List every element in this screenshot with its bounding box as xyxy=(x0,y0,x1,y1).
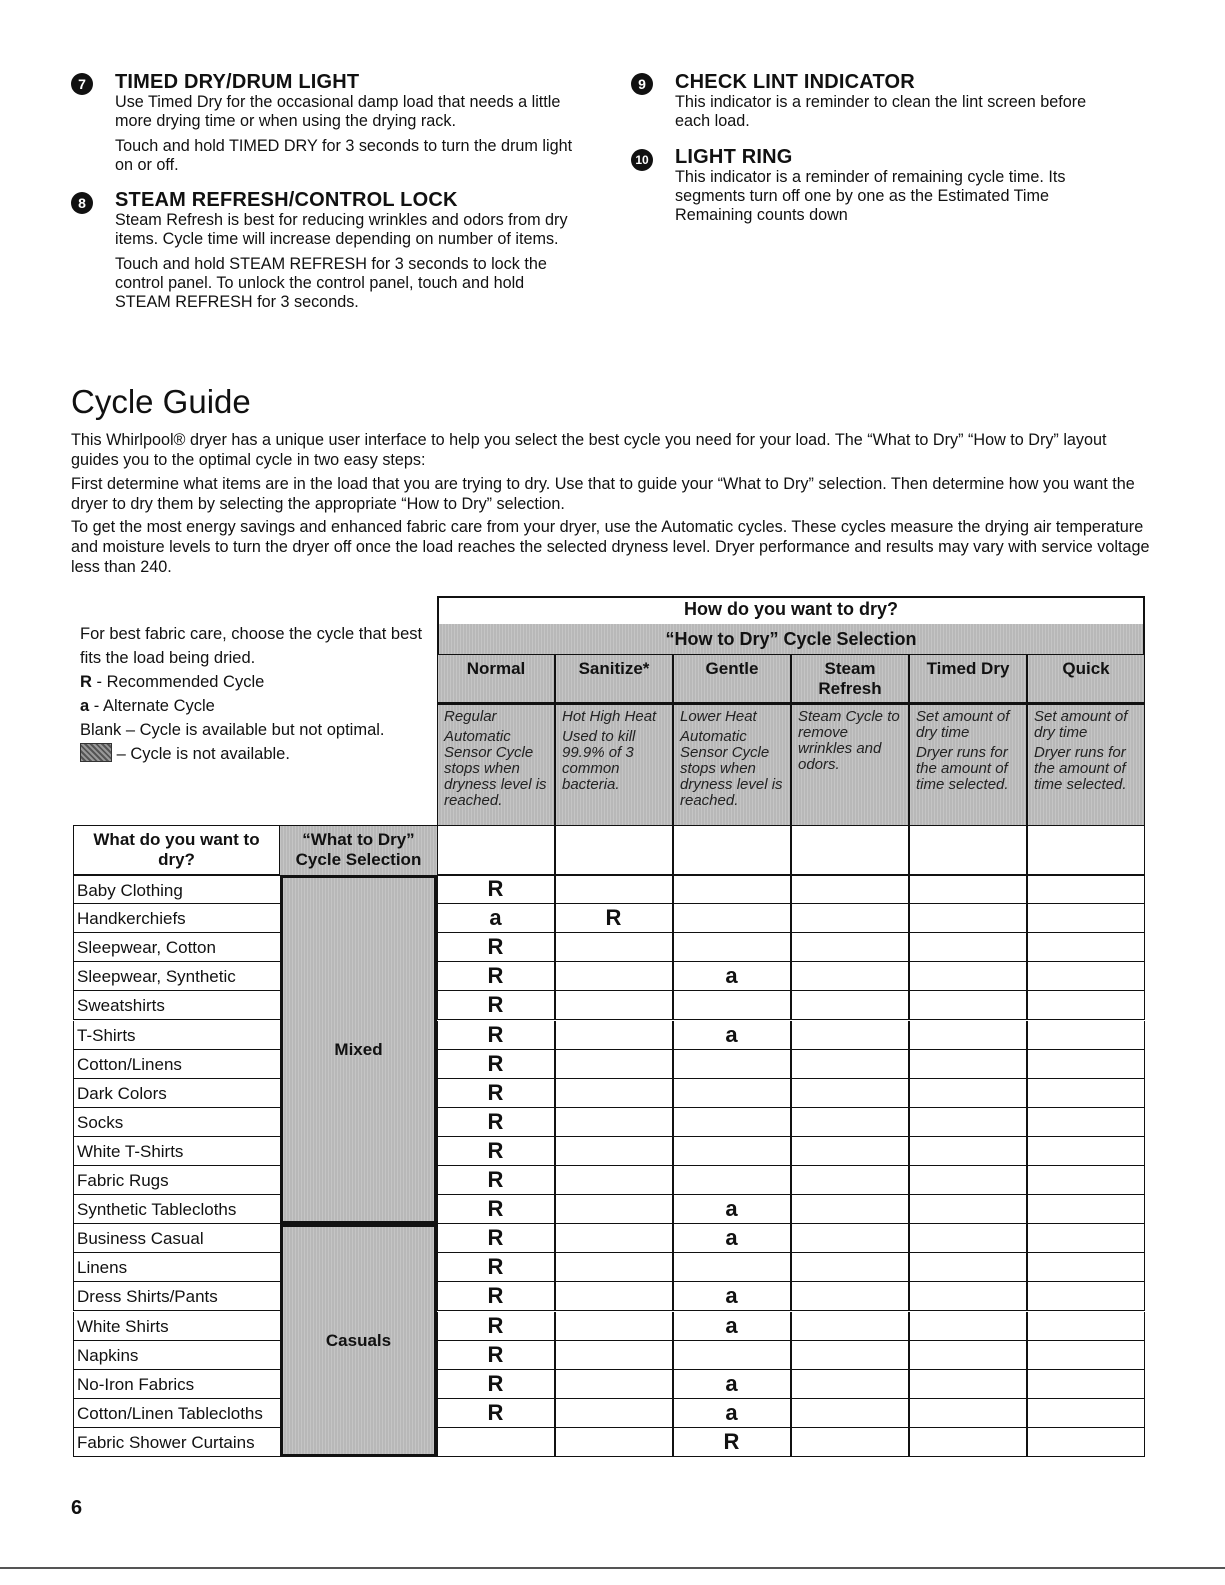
row-item-label: T-Shirts xyxy=(73,1021,280,1050)
feature-paragraph: Use Timed Dry for the occasional damp load that needs a little more drying time or when using the drying rack. xyxy=(115,93,561,130)
cycle-mark: R xyxy=(487,1167,504,1192)
cycle-mark xyxy=(1027,990,1144,1019)
cycle-mark xyxy=(673,903,790,932)
group-mixed xyxy=(280,875,437,1224)
cycle-mark: R xyxy=(487,1341,504,1367)
cycle-mark xyxy=(555,1398,672,1427)
cycle-mark xyxy=(555,1311,672,1340)
how-to-dry-subtitle: “How to Dry” Cycle Selection xyxy=(439,624,1143,654)
cycle-mark: R xyxy=(487,876,504,901)
cycle-mark xyxy=(791,1398,908,1427)
cycle-mark: R xyxy=(487,1399,504,1425)
row-item-label: White T-Shirts xyxy=(73,1137,280,1166)
cycle-mark: R xyxy=(487,1312,504,1338)
cycle-mark xyxy=(909,1049,1026,1078)
column-description xyxy=(673,703,791,825)
cycle-mark xyxy=(791,1078,908,1107)
cycle-mark xyxy=(791,1340,908,1369)
cycle-mark xyxy=(1027,1078,1144,1107)
cycle-mark: R xyxy=(487,934,504,960)
column-description-line: Used to kill 99.9% of 3 common bacteria. xyxy=(562,728,636,793)
cycle-mark xyxy=(791,1281,908,1310)
cycle-mark: R xyxy=(723,1428,740,1454)
cycle-mark xyxy=(909,1427,1026,1456)
column-description xyxy=(909,703,1027,825)
cycle-mark xyxy=(1027,1398,1144,1427)
legend-alternate xyxy=(80,694,425,718)
feature-paragraph: This indicator is a reminder of remaining cycle time. Its segments turn off one by one as the Estimated Time Remaining counts down xyxy=(675,168,1066,224)
intro-paragraph: First determine what items are in the load that you are trying to dry. Use that to guide your “What to Dry” selection. Then determine how you want the dryer to dry them by selecting the appropriate “How to Dry” selection. xyxy=(71,475,1135,513)
cycle-mark xyxy=(673,1107,790,1136)
cycle-mark xyxy=(909,1252,1026,1281)
cycle-mark: R xyxy=(605,905,622,931)
cycle-mark xyxy=(555,1427,672,1456)
row-item-label: Cotton/Linens xyxy=(73,1050,280,1079)
cycle-mark xyxy=(791,1020,908,1049)
cycle-mark xyxy=(673,1252,790,1281)
feature-title: TIMED DRY/DRUM LIGHT xyxy=(115,71,360,93)
column-description-line: Lower Heat xyxy=(680,708,757,725)
column-description-line: Dryer runs for the amount of time selected. xyxy=(916,744,1009,793)
row-item-label: Socks xyxy=(73,1108,280,1137)
cycle-mark xyxy=(1027,1281,1144,1310)
cycle-mark xyxy=(909,1107,1026,1136)
cycle-mark: a xyxy=(725,1196,738,1222)
row-item-label: Fabric Rugs xyxy=(73,1166,280,1195)
cycle-mark xyxy=(791,1165,908,1194)
column-description-line: Hot High Heat xyxy=(562,708,657,725)
column-description-line: Automatic Sensor Cycle stops when dryness level is reached. xyxy=(444,728,547,809)
cycle-mark xyxy=(555,1165,672,1194)
cycle-mark xyxy=(791,1194,908,1223)
cycle-mark xyxy=(1027,1136,1144,1165)
cycle-mark xyxy=(909,1369,1026,1398)
cycle-mark: R xyxy=(487,1196,504,1222)
cycle-mark xyxy=(791,1049,908,1078)
cycle-mark xyxy=(673,990,790,1019)
cycle-mark xyxy=(791,1311,908,1340)
group-casuals xyxy=(280,1224,437,1457)
header-grid-cell xyxy=(555,825,673,875)
cycle-mark xyxy=(909,874,1026,903)
feature-description xyxy=(675,93,1125,137)
cycle-mark: a xyxy=(725,963,738,989)
feature-paragraph: This indicator is a reminder to clean the lint screen before each load. xyxy=(675,93,1087,130)
feature-description xyxy=(115,93,575,181)
feature-title: CHECK LINT INDICATOR xyxy=(675,71,915,93)
feature-paragraph: Touch and hold STEAM REFRESH for 3 seconds to lock the control panel. To unlock the control panel, touch and hold STEAM REFRESH for 3 seconds. xyxy=(115,255,547,311)
section-title: Cycle Guide xyxy=(71,383,251,420)
column-header-sanitize: Sanitize* xyxy=(555,654,673,703)
row-item-label: White Shirts xyxy=(73,1312,280,1341)
legend xyxy=(80,622,425,766)
column-description-line: Dryer runs for the amount of time selected. xyxy=(1034,744,1127,793)
cycle-mark xyxy=(909,1311,1026,1340)
legend-intro: For best fabric care, choose the cycle that best fits the load being dried. xyxy=(80,625,423,667)
row-item-label: Baby Clothing xyxy=(73,875,280,904)
cycle-mark xyxy=(791,1252,908,1281)
cycle-mark xyxy=(1027,961,1144,990)
cycle-mark xyxy=(555,1078,672,1107)
cycle-mark xyxy=(673,1136,790,1165)
cycle-mark xyxy=(555,874,672,903)
cycle-mark xyxy=(1027,932,1144,961)
cycle-mark xyxy=(555,1281,672,1310)
cycle-mark xyxy=(437,1427,554,1456)
cycle-mark: a xyxy=(725,1370,738,1396)
cycle-mark: a xyxy=(725,1283,738,1309)
cycle-mark xyxy=(909,961,1026,990)
feature-paragraph: Touch and hold TIMED DRY for 3 seconds to turn the drum light on or off. xyxy=(115,137,573,174)
feature-number-badge: 7 xyxy=(71,73,93,95)
legend-na-text: – Cycle is not available. xyxy=(112,745,290,763)
cycle-mark xyxy=(555,1107,672,1136)
cycle-mark xyxy=(1027,1369,1144,1398)
cycle-mark xyxy=(1027,1427,1144,1456)
feature-paragraph: Steam Refresh is best for reducing wrinkles and odors from dry items. Cycle time will increase depending on number of items. xyxy=(115,211,568,248)
row-item-label: Handkerchiefs xyxy=(73,904,280,933)
row-item-label: Fabric Shower Curtains xyxy=(73,1428,280,1457)
intro-paragraph: This Whirlpool® dryer has a unique user interface to help you select the best cycle you need for your load. The “What to Dry” “How to Dry” layout guides you to the optimal cycle in two easy steps: xyxy=(71,431,1107,469)
cycle-mark xyxy=(909,990,1026,1019)
legend-not-available xyxy=(80,742,425,766)
legend-a-key: a xyxy=(80,697,90,715)
row-item-label: Sleepwear, Cotton xyxy=(73,933,280,962)
what-to-dry-header: What do you want to dry? xyxy=(73,825,280,875)
cycle-mark xyxy=(791,1107,908,1136)
row-item-label: Cotton/Linen Tablecloths xyxy=(73,1399,280,1428)
column-description xyxy=(791,703,909,825)
cycle-mark xyxy=(909,1398,1026,1427)
legend-r-key: R xyxy=(80,673,92,691)
cycle-mark: a xyxy=(725,1312,738,1338)
cycle-mark xyxy=(555,1340,672,1369)
cycle-mark xyxy=(555,1136,672,1165)
cycle-mark: R xyxy=(487,1370,504,1396)
column-description xyxy=(437,703,555,825)
cycle-mark: R xyxy=(487,963,504,989)
cycle-mark: a xyxy=(489,905,502,931)
feature-description xyxy=(675,168,1125,231)
cycle-mark: a xyxy=(725,1399,738,1425)
cycle-mark xyxy=(791,1427,908,1456)
cycle-mark: a xyxy=(725,1225,738,1251)
column-header-quick: Quick xyxy=(1027,654,1145,703)
row-item-label: Business Casual xyxy=(73,1224,280,1253)
cycle-mark xyxy=(1027,874,1144,903)
row-item-label: Dress Shirts/Pants xyxy=(73,1282,280,1311)
cycle-mark xyxy=(1027,1020,1144,1049)
column-header-gentle: Gentle xyxy=(673,654,791,703)
cycle-mark xyxy=(909,1194,1026,1223)
legend-blank: Blank – Cycle is available but not optimal. xyxy=(80,721,385,739)
page-bottom-rule xyxy=(0,1567,1225,1569)
group-label: Casuals xyxy=(325,1330,392,1350)
row-item-label: Linens xyxy=(73,1253,280,1282)
cycle-mark: R xyxy=(487,1137,504,1163)
cycle-mark xyxy=(673,932,790,961)
row-item-label: Napkins xyxy=(73,1341,280,1370)
header-grid-cell xyxy=(673,825,791,875)
row-item-label: No-Iron Fabrics xyxy=(73,1370,280,1399)
cycle-mark xyxy=(791,874,908,903)
cycle-mark: R xyxy=(487,1108,504,1134)
cycle-mark xyxy=(909,1223,1026,1252)
cycle-mark: R xyxy=(487,1021,504,1047)
cycle-mark xyxy=(1027,1049,1144,1078)
cycle-mark xyxy=(555,961,672,990)
cycle-mark: R xyxy=(487,1254,504,1280)
feature-number-badge: 10 xyxy=(631,149,653,171)
cycle-mark xyxy=(1027,903,1144,932)
column-header-normal: Normal xyxy=(437,654,555,703)
cycle-mark: R xyxy=(487,1283,504,1309)
legend-recommended xyxy=(80,670,425,694)
header-grid-cell xyxy=(437,825,555,875)
cycle-mark xyxy=(909,903,1026,932)
cycle-mark xyxy=(673,1340,790,1369)
cycle-mark xyxy=(555,1020,672,1049)
cycle-mark xyxy=(555,932,672,961)
not-available-swatch xyxy=(80,743,112,762)
cycle-mark xyxy=(909,1165,1026,1194)
page-number: 6 xyxy=(71,1497,83,1519)
cycle-mark xyxy=(1027,1165,1144,1194)
cycle-mark xyxy=(555,1194,672,1223)
cycle-mark xyxy=(909,1340,1026,1369)
feature-number-badge: 8 xyxy=(71,192,93,214)
header-grid-cell xyxy=(1027,825,1145,875)
cycle-mark xyxy=(909,932,1026,961)
cycle-mark: R xyxy=(487,1050,504,1076)
legend-r-text: - Recommended Cycle xyxy=(91,673,265,691)
feature-title: STEAM REFRESH/CONTROL LOCK xyxy=(115,189,458,211)
intro-paragraph: To get the most energy savings and enhanced fabric care from your dryer, use the Automatic cycles. These cycles measure the drying air temperature and moisture levels to turn the dryer off once the load reaches the selected dryness level. Dryer performance and results may vary with service voltage less than 240. xyxy=(71,518,1150,576)
row-item-label: Dark Colors xyxy=(73,1079,280,1108)
column-header-timed-dry: Timed Dry xyxy=(909,654,1027,703)
cycle-mark xyxy=(791,903,908,932)
cycle-mark xyxy=(555,1049,672,1078)
cycle-mark xyxy=(555,1252,672,1281)
column-description-line: Set amount of dry time xyxy=(916,708,1010,741)
cycle-mark xyxy=(673,1078,790,1107)
cycle-mark xyxy=(791,990,908,1019)
column-description xyxy=(1027,703,1145,825)
row-item-label: Synthetic Tablecloths xyxy=(73,1195,280,1224)
cycle-mark: R xyxy=(487,992,504,1018)
column-description-line: Regular xyxy=(444,708,497,725)
cycle-mark xyxy=(555,990,672,1019)
how-to-dry-title: How do you want to dry? xyxy=(684,599,898,619)
group-label: Mixed xyxy=(334,1039,383,1059)
cycle-mark xyxy=(673,1049,790,1078)
column-description xyxy=(555,703,673,825)
header-grid-cell xyxy=(909,825,1027,875)
cycle-mark xyxy=(1027,1340,1144,1369)
cycle-mark xyxy=(791,1136,908,1165)
row-item-label: Sweatshirts xyxy=(73,991,280,1020)
cycle-mark xyxy=(791,1223,908,1252)
feature-number-badge: 9 xyxy=(631,73,653,95)
column-description-line: Set amount of dry time xyxy=(1034,708,1128,741)
cycle-mark xyxy=(909,1281,1026,1310)
cycle-mark xyxy=(791,1369,908,1398)
feature-description xyxy=(115,211,575,318)
cycle-mark xyxy=(1027,1223,1144,1252)
cycle-mark xyxy=(909,1020,1026,1049)
cycle-mark xyxy=(1027,1252,1144,1281)
feature-title: LIGHT RING xyxy=(675,146,793,168)
column-description-line: Automatic Sensor Cycle stops when dryness level is reached. xyxy=(680,728,783,809)
column-header-bottom-rule xyxy=(437,702,1145,705)
header-grid-cell xyxy=(791,825,909,875)
cycle-mark xyxy=(791,961,908,990)
cycle-mark xyxy=(673,874,790,903)
cycle-mark: R xyxy=(487,1225,504,1251)
cycle-mark xyxy=(1027,1311,1144,1340)
column-header-steam-refresh: Steam Refresh xyxy=(791,654,909,703)
cycle-mark xyxy=(791,932,908,961)
cycle-mark xyxy=(673,1165,790,1194)
cycle-mark xyxy=(909,1136,1026,1165)
row-item-label: Sleepwear, Synthetic xyxy=(73,962,280,991)
legend-a-text: - Alternate Cycle xyxy=(89,697,215,715)
column-description-line: Steam Cycle to remove wrinkles and odors. xyxy=(798,708,900,773)
cycle-mark xyxy=(1027,1194,1144,1223)
cycle-mark xyxy=(909,1078,1026,1107)
cycle-mark xyxy=(555,1223,672,1252)
cycle-mark xyxy=(555,1369,672,1398)
what-to-dry-subheader: “What to Dry” Cycle Selection xyxy=(280,825,437,875)
cycle-mark: a xyxy=(725,1021,738,1047)
cycle-mark xyxy=(1027,1107,1144,1136)
cycle-mark: R xyxy=(487,1079,504,1105)
